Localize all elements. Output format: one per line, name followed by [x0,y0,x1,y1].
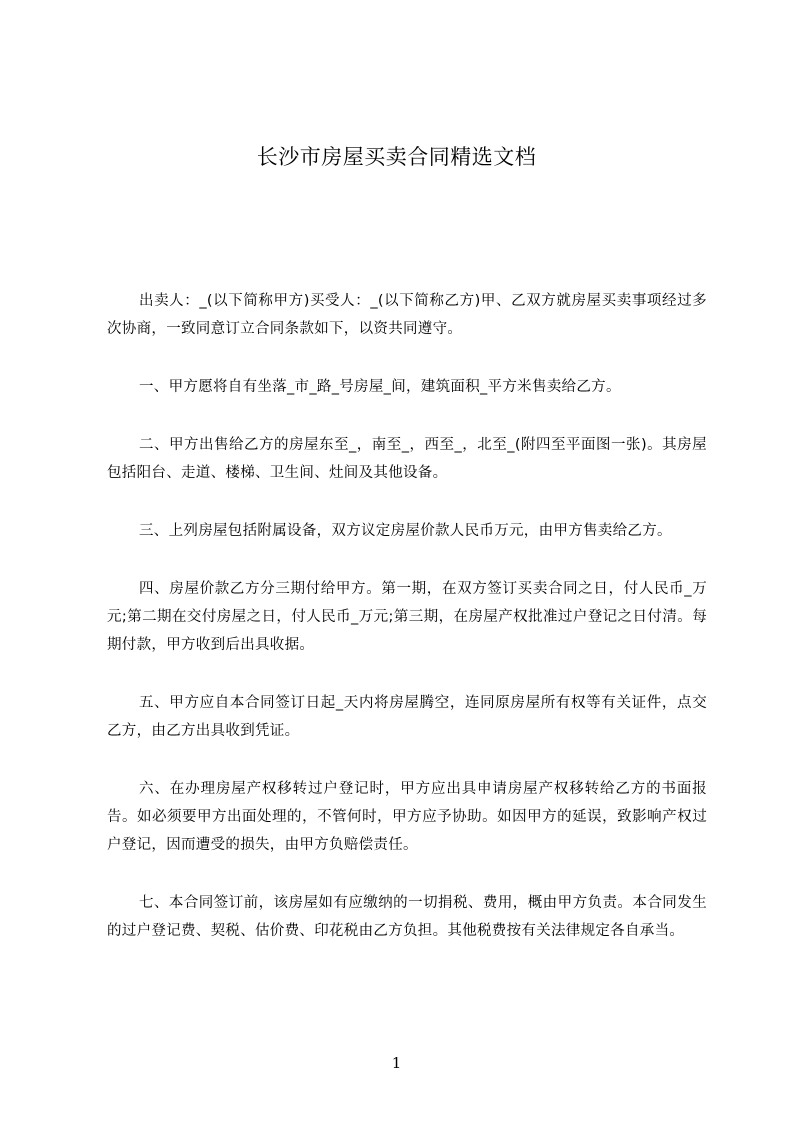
contract-body [107,287,707,975]
paragraph-parties: 出卖人：_(以下简称甲方)买受人：_(以下简称乙方)甲、乙双方就房屋买卖事项经过多次协商，一致同意订立合同条款如下，以资共同遵守。 [107,293,707,337]
clause-4: 四、房屋价款乙方分三期付给甲方。第一期，在双方签订买卖合同之日，付人民币_万元;第二期在交付房屋之日，付人民币_万元;第三期，在房屋产权批准过户登记之日付清。每期付款，甲方收到后出具收据。 [107,581,707,653]
page-number: 1 [391,1054,402,1072]
clause-1: 一、甲方愿将自有坐落_市_路_号房屋_间，建筑面积_平方米售卖给乙方。 [139,379,621,395]
clause-5: 五、甲方应自本合同签订日起_天内将房屋腾空，连同原房屋所有权等有关证件，点交乙方，由乙方出具收到凭证。 [107,695,707,739]
clause-3: 三、上列房屋包括附属设备，双方议定房屋价款人民币万元，由甲方售卖给乙方。 [139,523,672,539]
clause-7: 七、本合同签订前，该房屋如有应缴纳的一切捐税、费用，概由甲方负责。本合同发生的过户登记费、契税、估价费、印花税由乙方负担。其他税费按有关法律规定各自承当。 [107,895,707,939]
document-title: 长沙市房屋买卖合同精选文档 [256,145,537,169]
clause-6: 六、在办理房屋产权移转过户登记时，甲方应出具申请房屋产权移转给乙方的书面报告。如必须要甲方出面处理的，不管何时，甲方应予协助。如因甲方的延误，致影响产权过户登记，因而遭受的损失，由甲方负赔偿责任。 [107,781,707,853]
clause-2: 二、甲方出售给乙方的房屋东至_，南至_，西至_，北至_(附四至平面图一张)。其房屋包括阳台、走道、楼梯、卫生间、灶间及其他设备。 [107,437,707,481]
